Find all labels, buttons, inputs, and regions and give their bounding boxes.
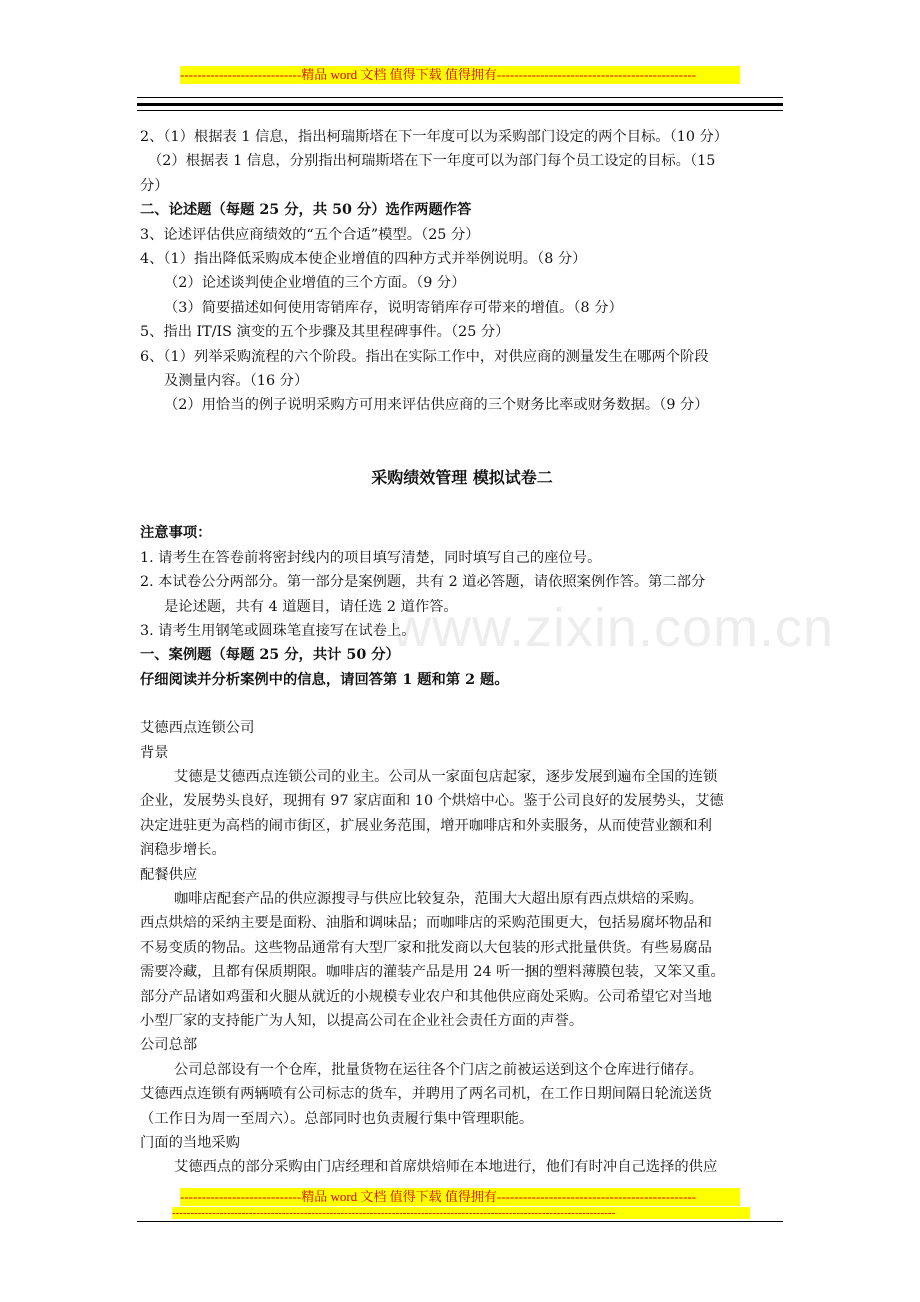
supply-line: 不易变质的物品。这些物品通常有大型厂家和批发商以大包装的形式批量供货。有些易腐品: [140, 939, 712, 956]
hq-line: 公司总部设有一个仓库，批量货物在运往各个门店之前被运送到这个仓库进行储存。: [174, 1061, 703, 1078]
section-1-heading: 一、案例题（每题 25 分，共计 50 分）: [140, 647, 400, 664]
notes-heading: 注意事项：: [140, 525, 212, 542]
note-2: 2. 本试卷公分两部分。第一部分是案例题，共有 2 道必答题，请依照案例作答。第二部分: [140, 574, 706, 591]
supply-heading: 配餐供应: [140, 866, 198, 883]
local-purchasing-line: 艾德西点的部分采购由门店经理和首席烘焙师在本地进行，他们有时冲自己选择的供应: [174, 1159, 718, 1176]
background-line: 润稳步增长。: [140, 842, 226, 859]
question-6-part-1: 6、（1）列举采购流程的六个阶段。指出在实际工作中，对供应商的测量发生在哪两个阶段: [140, 348, 709, 365]
header-rule-thin-bottom: [137, 110, 783, 111]
question-3: 3、论述评估供应商绩效的“五个合适”模型。（25 分）: [140, 226, 480, 243]
case-company-name: 艾德西点连锁公司: [140, 720, 255, 737]
header-banner: ----------------------------精品 word 文档 值得下载 值得拥有----------------------------------------------: [180, 66, 740, 84]
question-5: 5、指出 IT/IS 演变的五个步骤及其里程碑事件。（25 分）: [140, 324, 510, 341]
hq-line: 艾德西点连锁有两辆喷有公司标志的货车，并聘用了两名司机，在工作日期间隔日轮流送货: [140, 1086, 712, 1103]
supply-line: 部分产品诸如鸡蛋和火腿从就近的小规模专业农户和其他供应商处采购。公司希望它对当地: [140, 988, 712, 1005]
question-6-part-1-cont: 及测量内容。（16 分）: [164, 373, 309, 390]
exam-title: 采购绩效管理 模拟试卷二: [371, 467, 553, 487]
hq-line: （工作日为周一至周六）。总部同时也负责履行集中管理职能。: [140, 1110, 534, 1127]
hq-heading: 公司总部: [140, 1037, 198, 1054]
supply-line: 需要冷藏，且都有保质期限。咖啡店的灌装产品是用 24 听一捆的塑料薄膜包装，又笨又重。: [140, 964, 725, 981]
local-purchasing-heading: 门面的当地采购: [140, 1135, 241, 1152]
background-line: 决定进驻更为高档的闹市街区，扩展业务范围，增开咖啡店和外卖服务，从而使营业额和利: [140, 817, 712, 834]
question-2-part-1: 2、（1）根据表 1 信息，指出柯瑞斯塔在下一年度可以为采购部门设定的两个目标。（10 分）: [140, 129, 729, 145]
background-line: 企业，发展势头良好，现拥有 97 家店面和 10 个烘焙中心。鉴于公司良好的发展势头，艾德: [140, 793, 724, 810]
question-6-part-2: （2）用恰当的例子说明采购方可用来评估供应商的三个财务比率或财务数据。（9 分）: [164, 397, 709, 414]
note-2-cont: 是论述题，共有 4 道题目，请任选 2 道作答。: [164, 598, 458, 615]
background-heading: 背景: [140, 744, 169, 761]
background-line: 艾德是艾德西点连锁公司的业主。公司从一家面包店起家，逐步发展到遍布全国的连锁: [174, 768, 718, 785]
footer-banner-dashes: -------------------------------------------------------------------------------------------------------------------------: [172, 1207, 750, 1219]
supply-line: 咖啡店配套产品的供应源搜寻与供应比较复杂，范围大大超出原有西点烘焙的采购。: [174, 890, 703, 907]
header-rule-thin-top: [137, 97, 783, 98]
section-2-heading: 二、论述题（每题 25 分，共 50 分）选作两题作答: [140, 202, 472, 219]
note-1: 1. 请考生在答卷前将密封线内的项目填写清楚，同时填写自己的座位号。: [140, 549, 602, 566]
question-2-part-2: （2）根据表 1 信息，分别指出柯瑞斯塔在下一年度可以为部门每个员工设定的目标。（15: [148, 153, 716, 170]
header-rule-thick: [137, 103, 783, 106]
question-4-part-3: （3）简要描述如何使用寄销库存，说明寄销库存可带来的增值。（8 分）: [164, 299, 623, 316]
supply-line: 小型厂家的支持能广为人知，以提高公司在企业社会责任方面的声誉。: [140, 1013, 584, 1029]
case-instruction: 仔细阅读并分析案例中的信息，请回答第 1 题和第 2 题。: [140, 671, 509, 688]
spacer: [140, 692, 784, 716]
document-body: [140, 125, 784, 1180]
question-2-part-2-cont: 分）: [140, 177, 169, 194]
footer-banner: ----------------------------精品 word 文档 值得下载 值得拥有----------------------------------------------: [180, 1188, 740, 1206]
footer-rule: [137, 1221, 783, 1222]
question-4-part-2: （2）论述谈判使企业增值的三个方面。（9 分）: [164, 275, 466, 292]
question-4-part-1: 4、（1）指出降低采购成本使企业增值的四种方式并举例说明。（8 分）: [140, 251, 587, 268]
watermark: www.zixin.com.cn: [392, 598, 835, 658]
supply-line: 西点烘焙的采纳主要是面粉、油脂和调味品；而咖啡店的采购范围更大，包括易腐坏物品和: [140, 915, 712, 932]
note-3: 3. 请考生用钢笔或圆珠笔直接写在试卷上。: [140, 622, 416, 639]
